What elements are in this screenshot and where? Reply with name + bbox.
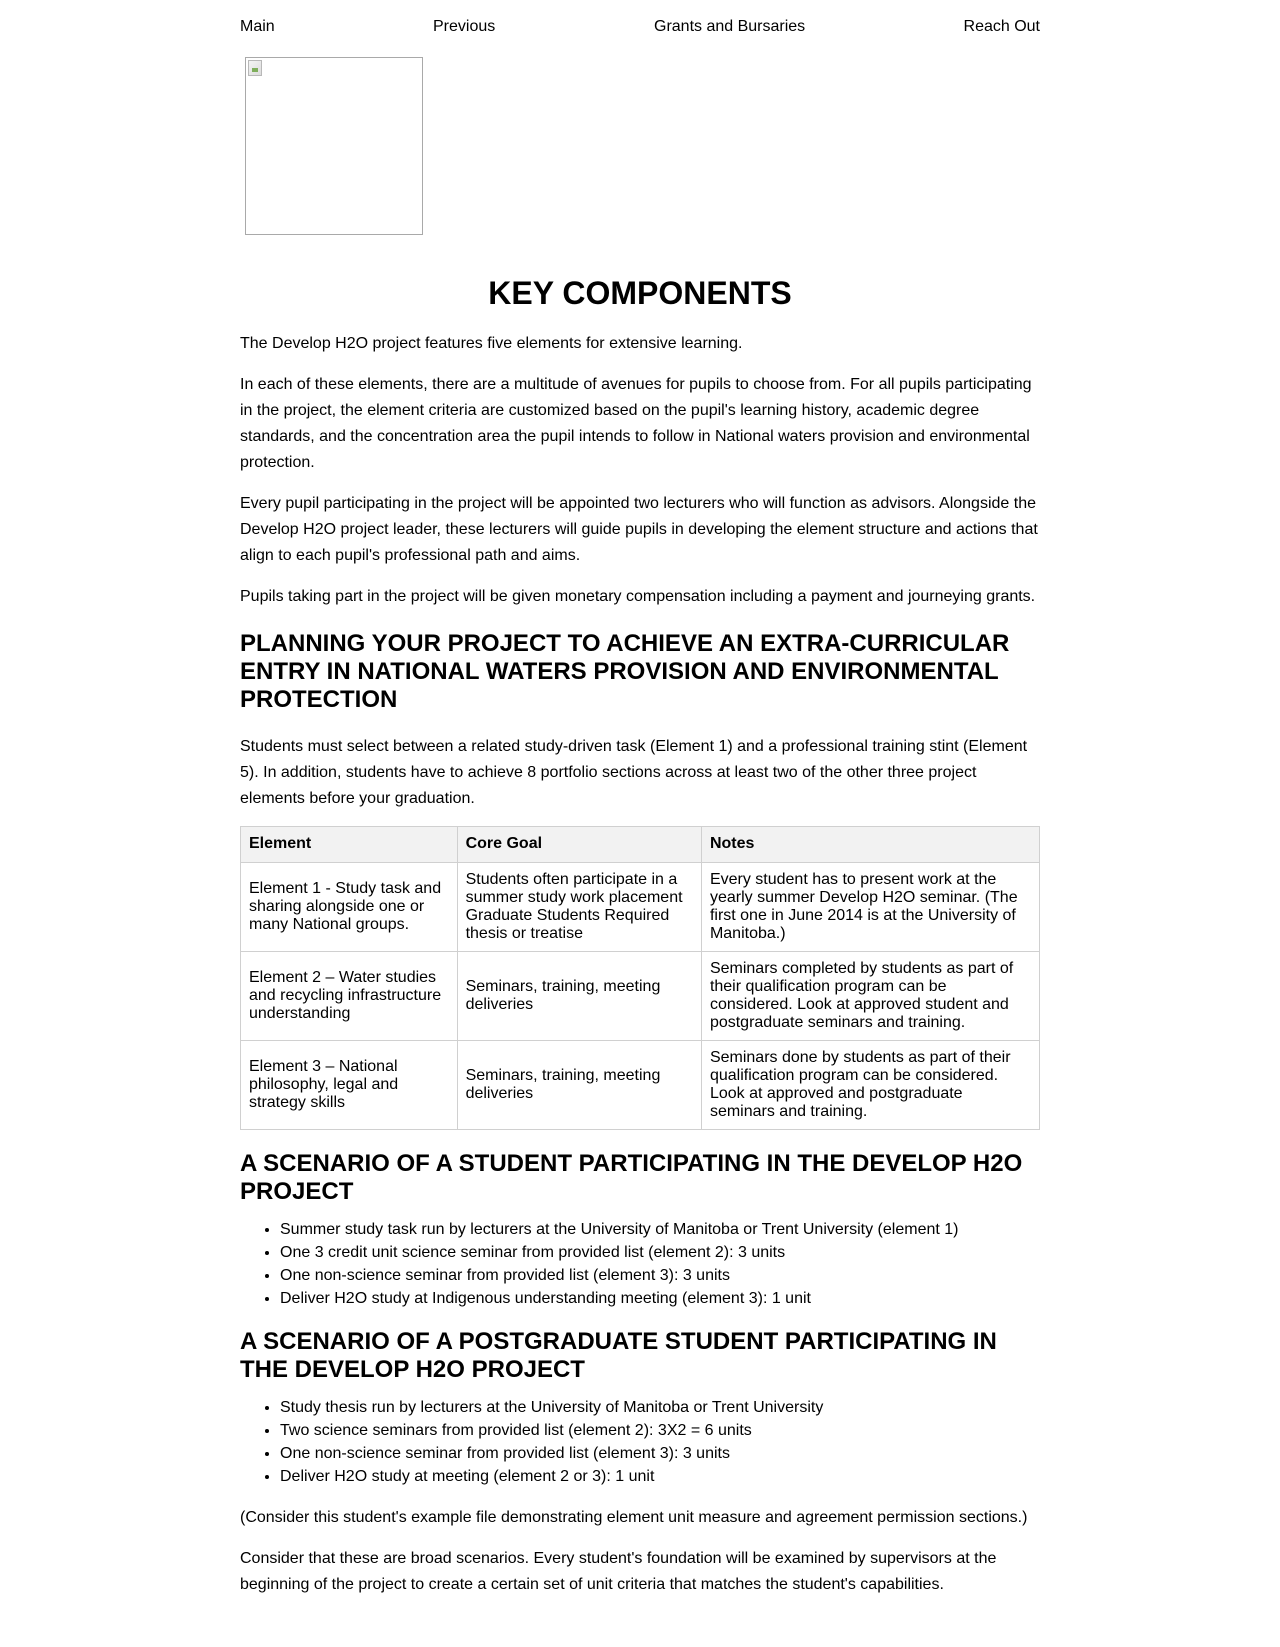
student-scenario-heading: A SCENARIO OF A STUDENT PARTICIPATING IN THE DEVELOP H2O PROJECT <box>240 1150 1023 1205</box>
list-item: • Summer study task run by lecturers at the University of Manitoba or Trent University (element 1) <box>280 1218 1040 1241</box>
list-item: • One 3 credit unit science seminar from provided list (element 2): 3 units <box>280 1241 1040 1264</box>
table-cell-notes: Seminars completed by students as part of their qualification program can be considered. Look at approved student and postgraduate seminars and training. <box>701 952 1039 1041</box>
nav-link-reach-out[interactable]: Reach Out <box>963 18 1040 35</box>
postgrad-scenario-heading: A SCENARIO OF A POSTGRADUATE STUDENT PARTICIPATING IN THE DEVELOP H2O PROJECT <box>240 1328 997 1383</box>
broken-image-icon <box>248 60 262 76</box>
table-cell-element: Element 1 - Study task and sharing alongside one or many National groups. <box>241 863 458 952</box>
table-cell-element: Element 3 – National philosophy, legal and strategy skills <box>241 1041 458 1130</box>
table-header-row <box>241 827 1040 863</box>
table-row <box>241 1041 1040 1130</box>
intro-paragraph-4: Pupils taking part in the project will be given monetary compensation including a payment and journeying grants. <box>240 588 1036 605</box>
page-title: KEY COMPONENTS <box>488 275 792 311</box>
planning-paragraph: Students must select between a related study-driven task (Element 1) and a professional training stint (Element 5). In addition, students have to achieve 8 portfolio sections across at least two of the other three project elements before your graduation. <box>240 738 1028 807</box>
table-cell-notes: Every student has to present work at the yearly summer Develop H2O seminar. (The first one in June 2014 is at the University of Manitoba.) <box>701 863 1039 952</box>
page <box>240 0 1040 1598</box>
postgrad-scenario-list <box>240 1396 1040 1488</box>
student-scenario-list <box>240 1218 1040 1310</box>
elements-table <box>240 826 1040 1130</box>
table-row <box>241 863 1040 952</box>
list-item: • One non-science seminar from provided list (element 3): 3 units <box>280 1442 1040 1465</box>
table-header-element: Element <box>241 827 458 863</box>
nav-link-grants[interactable]: Grants and Bursaries <box>654 18 806 35</box>
list-item: • One non-science seminar from provided list (element 3): 3 units <box>280 1264 1040 1287</box>
top-nav <box>240 0 1040 46</box>
list-item: • Two science seminars from provided list (element 2): 3X2 = 6 units <box>280 1419 1040 1442</box>
table-header-core-goal: Core Goal <box>457 827 701 863</box>
table-cell-goal: Students often participate in a summer study work placement Graduate Students Required thesis or treatise <box>457 863 701 952</box>
table-cell-element: Element 2 – Water studies and recycling infrastructure understanding <box>241 952 458 1041</box>
intro-paragraph-2: In each of these elements, there are a multitude of avenues for pupils to choose from. For all pupils participating in the project, the element criteria are customized based on the pupil's learning history, academic degree standards, and the concentration area the pupil intends to follow in National waters provision and environmental protection. <box>240 376 1032 471</box>
table-row <box>241 952 1040 1041</box>
planning-heading: PLANNING YOUR PROJECT TO ACHIEVE AN EXTRA-CURRICULAR ENTRY IN NATIONAL WATERS PROVISION AND ENVIRONMENTAL PROTECTION <box>240 630 1010 713</box>
list-item: • Study thesis run by lecturers at the University of Manitoba or Trent University <box>280 1396 1040 1419</box>
logo-image-placeholder <box>245 57 423 235</box>
intro-paragraph-1: The Develop H2O project features five elements for extensive learning. <box>240 335 743 352</box>
table-cell-goal: Seminars, training, meeting deliveries <box>457 1041 701 1130</box>
list-item: • Deliver H2O study at Indigenous understanding meeting (element 3): 1 unit <box>280 1287 1040 1310</box>
closing-paragraph-1: (Consider this student's example file demonstrating element unit measure and agreement permission sections.) <box>240 1509 1028 1526</box>
intro-paragraph-3: Every pupil participating in the project will be appointed two lecturers who will function as advisors. Alongside the Develop H2O project leader, these lecturers will guide pupils in developing the element structure and actions that align to each pupil's professional path and aims. <box>240 495 1038 564</box>
nav-link-previous[interactable]: Previous <box>433 18 496 35</box>
table-cell-goal: Seminars, training, meeting deliveries <box>457 952 701 1041</box>
closing-paragraph-2: Consider that these are broad scenarios. Every student's foundation will be examined by supervisors at the beginning of the project to create a certain set of unit criteria that matches the student's capabilities. <box>240 1550 997 1593</box>
nav-link-main[interactable]: Main <box>240 18 275 35</box>
table-header-notes: Notes <box>701 827 1039 863</box>
table-cell-notes: Seminars done by students as part of their qualification program can be considered. Look at approved and postgraduate seminars and training. <box>701 1041 1039 1130</box>
list-item: • Deliver H2O study at meeting (element 2 or 3): 1 unit <box>280 1465 1040 1488</box>
